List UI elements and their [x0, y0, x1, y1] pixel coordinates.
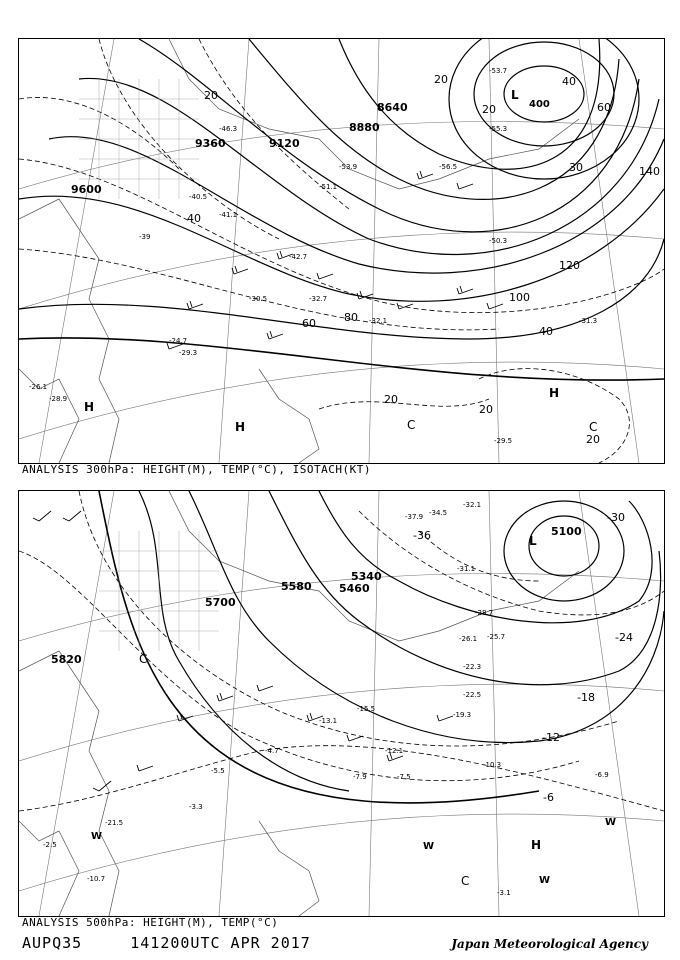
temperature-label: -50.3 — [489, 237, 508, 245]
temperature-label: -26.1 — [459, 635, 478, 643]
height-label: 8880 — [349, 121, 380, 134]
isotherm-label: -12 — [542, 731, 560, 744]
height-label: 5700 — [205, 596, 236, 609]
isotach-label: 20 — [586, 433, 600, 446]
temperature-label: -22.5 — [463, 691, 482, 699]
height-label: 5340 — [351, 570, 382, 583]
lower-map-panel — [18, 490, 665, 917]
isotach-label: 60 — [597, 101, 611, 114]
temperature-label: -30.5 — [249, 295, 268, 303]
height-label: 5100 — [551, 525, 582, 538]
upper-map-panel — [18, 38, 665, 464]
temperature-label: -37.9 — [405, 513, 424, 521]
high-marker: H — [549, 386, 560, 400]
temperature-label: -29.3 — [179, 349, 198, 357]
chart-id-line — [22, 934, 311, 952]
isotherm-label: -18 — [577, 691, 595, 704]
isotach-label: 120 — [559, 259, 580, 272]
upper-temperature-labels — [29, 67, 597, 445]
high-marker: H — [84, 400, 95, 414]
upper-station-grid — [79, 79, 199, 199]
isotach-label: 40 — [187, 212, 201, 225]
temperature-label: -28.9 — [49, 395, 68, 403]
lower-temperature-labels — [43, 501, 609, 897]
upper-dashed-contours — [19, 39, 664, 463]
temperature-label: -26.1 — [29, 383, 48, 391]
isotach-label: 40 — [539, 325, 553, 338]
center-mark: C — [407, 418, 416, 432]
lower-graticule — [19, 491, 664, 916]
temperature-label: -51.1 — [319, 183, 338, 191]
temperature-label: -46.3 — [219, 125, 238, 133]
temperature-label: -32.7 — [309, 295, 328, 303]
temperature-label: -6.9 — [595, 771, 609, 779]
upper-graticule — [19, 39, 664, 463]
temperature-label: -10.7 — [87, 875, 106, 883]
temperature-label: -53.9 — [339, 163, 358, 171]
height-label: 5460 — [339, 582, 370, 595]
low-marker: L — [529, 534, 537, 548]
isotach-label: 20 — [204, 89, 218, 102]
height-label: 9600 — [71, 183, 102, 196]
valid-time: 141200UTC APR 2017 — [130, 934, 311, 952]
isotach-label: 20 — [482, 103, 496, 116]
isotach-label: 40 — [562, 75, 576, 88]
temperature-label: -21.5 — [105, 819, 124, 827]
chart-code: AUPQ35 — [22, 934, 83, 952]
upper-caption: ANALYSIS 300hPa: HEIGHT(M), TEMP(°C), ISOTACH(KT) — [22, 463, 372, 476]
temperature-label: -19.3 — [453, 711, 472, 719]
temperature-label: -7.5 — [397, 773, 411, 781]
temperature-label: -31.1 — [457, 565, 476, 573]
temperature-label: -28.7 — [475, 609, 494, 617]
isotach-label: 60 — [302, 317, 316, 330]
height-label: 5580 — [281, 580, 312, 593]
height-label: 9120 — [269, 137, 300, 150]
isotherm-label: -24 — [615, 631, 633, 644]
temperature-label: -29.5 — [494, 437, 513, 445]
temperature-label: -4.7 — [265, 747, 279, 755]
temperature-label: -7.9 — [353, 773, 367, 781]
center-mark: C — [461, 874, 470, 888]
lower-height-label-group — [51, 525, 582, 666]
lower-isotherms — [19, 491, 664, 811]
isotach-label: 30 — [569, 161, 583, 174]
isotherm-label: -30 — [607, 511, 625, 524]
lower-map — [19, 491, 664, 916]
warm-marker: W — [91, 831, 103, 842]
agency-name: Japan Meteorological Agency — [451, 937, 648, 951]
lower-isotherm-label-group — [413, 511, 633, 804]
lower-caption: ANALYSIS 500hPa: HEIGHT(M), TEMP(°C) — [22, 916, 279, 929]
temperature-label: -15.5 — [357, 705, 376, 713]
low-center-value: 400 — [529, 99, 550, 110]
temperature-label: -55.3 — [489, 125, 508, 133]
warm-marker: W — [423, 841, 435, 852]
isotherm-label: -6 — [543, 791, 554, 804]
center-mark: C — [139, 652, 148, 666]
temperature-label: -22.3 — [463, 663, 482, 671]
upper-height-contours — [19, 39, 664, 380]
temperature-label: -25.7 — [487, 633, 506, 641]
warm-marker: W — [605, 817, 617, 828]
temperature-label: -2.5 — [43, 841, 57, 849]
isotach-label: 140 — [639, 165, 660, 178]
isotach-label: 80 — [344, 311, 358, 324]
temperature-label: -32.1 — [369, 317, 388, 325]
temperature-label: -40.5 — [189, 193, 208, 201]
temperature-label: -42.7 — [289, 253, 308, 261]
temperature-label: -56.5 — [439, 163, 458, 171]
temperature-label: -39 — [139, 233, 151, 241]
center-mark: C — [589, 420, 598, 434]
height-label: 9360 — [195, 137, 226, 150]
lower-station-grid — [99, 531, 219, 651]
temperature-label: -24.7 — [169, 337, 188, 345]
temperature-label: -31.3 — [579, 317, 598, 325]
upper-height-label-group — [71, 101, 408, 196]
height-label: 5820 — [51, 653, 82, 666]
temperature-label: -53.7 — [489, 67, 508, 75]
warm-marker: W — [539, 875, 551, 886]
isotach-label: 100 — [509, 291, 530, 304]
isotherm-label: -36 — [413, 529, 431, 542]
high-marker: H — [235, 420, 246, 434]
temperature-label: -13.1 — [319, 717, 338, 725]
upper-map — [19, 39, 664, 463]
temperature-label: -5.5 — [211, 767, 225, 775]
temperature-label: -12.1 — [385, 747, 404, 755]
temperature-label: -41.1 — [219, 211, 238, 219]
temperature-label: -32.1 — [463, 501, 482, 509]
temperature-label: -10.3 — [483, 761, 502, 769]
temperature-label: -3.3 — [189, 803, 203, 811]
temperature-label: -34.5 — [429, 509, 448, 517]
temperature-label: -3.1 — [497, 889, 511, 897]
high-marker: H — [531, 838, 542, 852]
isotach-label: 20 — [479, 403, 493, 416]
height-label: 8640 — [377, 101, 408, 114]
isotach-label: 20 — [434, 73, 448, 86]
isotach-label: 20 — [384, 393, 398, 406]
low-marker: L — [511, 88, 519, 102]
